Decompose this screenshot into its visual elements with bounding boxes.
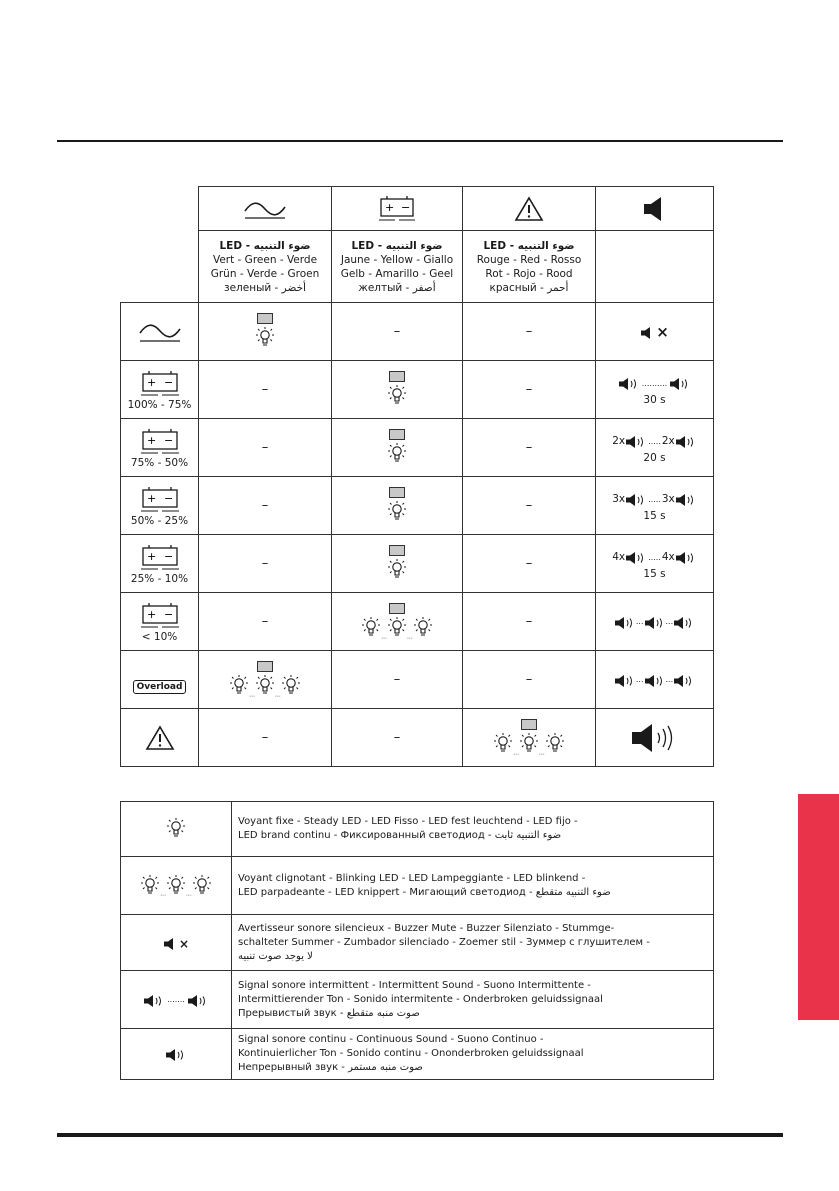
bottom-rule xyxy=(57,1133,783,1137)
buzzer-mute-icon: × xyxy=(121,915,232,971)
intermittent-sound-icon: .......... 30 s xyxy=(596,361,714,419)
none-dash: – xyxy=(463,419,596,477)
row-battery-75-50 xyxy=(121,419,714,477)
fast-intermittent-sound-icon: ... ... xyxy=(596,593,714,651)
blinking-led-icon: ... ... xyxy=(121,857,232,915)
speaker-wave-icon xyxy=(644,616,666,630)
legend-row-blinking: ... ... Voyant clignotant - Blinking LED - LED Lampeggiante - LED blinkend - LED parpadeante - LED knippert - Мигающий светодиод - ضوء التنبيه متقطع xyxy=(121,857,714,915)
speaker-icon xyxy=(640,326,654,340)
svg-text:−: − xyxy=(163,607,173,621)
bulb-icon xyxy=(387,442,407,466)
none-dash: – xyxy=(463,361,596,419)
svg-text:+: + xyxy=(385,200,395,214)
svg-text:+: + xyxy=(146,433,156,447)
bulb-icon xyxy=(281,674,301,698)
blinking-led-icon: ... ... xyxy=(463,709,596,767)
speaker-wave-icon xyxy=(614,674,636,688)
row-fault xyxy=(121,709,714,767)
none-dash: – xyxy=(332,303,463,361)
bulb-icon xyxy=(166,874,186,898)
bulb-icon xyxy=(387,384,407,408)
steady-led-icon xyxy=(332,419,463,477)
warning-icon xyxy=(121,709,199,767)
steady-led-icon xyxy=(332,361,463,419)
steady-led-icon xyxy=(199,303,332,361)
bulb-icon xyxy=(192,874,212,898)
battery-icon xyxy=(121,485,198,515)
svg-text:−: − xyxy=(163,491,173,505)
bulb-icon xyxy=(255,326,275,350)
steady-led-icon xyxy=(332,477,463,535)
intermittent-sound-icon: 4x ..... 4x 15 s xyxy=(596,535,714,593)
bulb-icon xyxy=(166,817,186,841)
bulb-icon xyxy=(387,558,407,582)
none-dash: – xyxy=(463,303,596,361)
intermittent-sound-icon: 3x ..... 3x 15 s xyxy=(596,477,714,535)
ac-wave-icon xyxy=(199,187,332,231)
blinking-led-icon: ... ... xyxy=(332,593,463,651)
legend-row-steady: Voyant fixe - Steady LED - LED Fisso - LED fest leuchtend - LED fijo - LED brand continu - Фиксированный светодиод - ضوء التنبيه ثابت xyxy=(121,802,714,857)
bulb-icon xyxy=(229,674,249,698)
speaker-wave-icon xyxy=(625,435,647,449)
blinking-led-icon: ... ... xyxy=(199,651,332,709)
battery-level-label: 50% - 25% xyxy=(130,514,189,527)
battery-level-label: < 10% xyxy=(141,630,178,643)
speaker-wave-icon xyxy=(673,674,695,688)
speaker-wave-icon xyxy=(673,616,695,630)
continuous-sound-icon xyxy=(596,709,714,767)
speaker-wave-icon xyxy=(675,435,697,449)
speaker-wave-icon xyxy=(187,994,209,1008)
battery-level-label: 100% - 75% xyxy=(127,398,192,411)
ac-wave-icon xyxy=(121,303,199,361)
bulb-icon xyxy=(140,874,160,898)
row-battery-25-10 xyxy=(121,535,714,593)
bulb-icon xyxy=(493,732,513,756)
svg-text:+: + xyxy=(146,491,156,505)
header-led-green: LED - ضوء التنبيه Vert - Green - Verde Grün - Verde - Groen зеленый - أخضر xyxy=(199,231,332,303)
svg-text:−: − xyxy=(401,200,411,214)
speaker-wave-icon xyxy=(644,674,666,688)
buzzer-mute-icon: × xyxy=(596,303,714,361)
none-dash: – xyxy=(463,651,596,709)
row-overload xyxy=(121,651,714,709)
none-dash: – xyxy=(199,477,332,535)
none-dash: – xyxy=(199,419,332,477)
battery-icon xyxy=(121,601,198,631)
speaker-icon xyxy=(596,187,714,231)
bulb-icon xyxy=(361,616,381,640)
battery-icon xyxy=(121,369,198,399)
header-led-red: LED - ضوء التنبيه Rouge - Red - Rosso Rot - Rojo - Rood красный - أحمر xyxy=(463,231,596,303)
battery-icon xyxy=(332,187,463,231)
steady-led-icon xyxy=(121,802,232,857)
row-battery-50-25 xyxy=(121,477,714,535)
speaker-icon xyxy=(163,937,177,951)
bulb-icon xyxy=(387,500,407,524)
svg-text:−: − xyxy=(163,433,173,447)
none-dash: – xyxy=(463,477,596,535)
battery-level-label: 75% - 50% xyxy=(130,456,189,469)
svg-text:−: − xyxy=(163,375,173,389)
speaker-wave-icon xyxy=(614,616,636,630)
legend-row-continuous: Signal sonore continu - Continuous Sound - Suono Continuo - Kontinuierlicher Ton - Sonido continu - Ononderbroken geluidssignaal Непрерывный звук - صوت منبه مستمر xyxy=(121,1029,714,1080)
fast-intermittent-sound-icon: ... ... xyxy=(596,651,714,709)
row-mains xyxy=(121,303,714,361)
svg-text:+: + xyxy=(146,375,156,389)
steady-led-icon xyxy=(332,535,463,593)
speaker-wave-icon xyxy=(165,1048,187,1062)
none-dash: – xyxy=(463,593,596,651)
legend-row-intermittent: ....... Signal sonore intermittent - Intermittent Sound - Suono Intermittente - Intermittierender Ton - Sonido intermitente - Onderbroken geluidssignaal Прерывистый звук - صوت منبه متقطع xyxy=(121,971,714,1029)
svg-text:+: + xyxy=(146,607,156,621)
speaker-wave-icon xyxy=(625,493,647,507)
none-dash: – xyxy=(199,709,332,767)
battery-icon xyxy=(121,543,198,573)
section-tab xyxy=(798,794,839,1020)
speaker-wave-icon xyxy=(618,377,640,391)
bulb-icon xyxy=(255,674,275,698)
continuous-sound-icon xyxy=(121,1029,232,1080)
speaker-wave-icon xyxy=(669,377,691,391)
none-dash: – xyxy=(332,709,463,767)
intermittent-sound-icon: 2x ..... 2x 20 s xyxy=(596,419,714,477)
row-battery-below-10 xyxy=(121,593,714,651)
battery-level-label: 25% - 10% xyxy=(130,572,189,585)
legend-table xyxy=(120,801,714,1080)
svg-text:+: + xyxy=(146,549,156,563)
none-dash: – xyxy=(463,535,596,593)
none-dash: – xyxy=(332,651,463,709)
bulb-icon xyxy=(387,616,407,640)
overload-icon: Overload xyxy=(121,651,199,709)
top-rule xyxy=(57,140,783,142)
speaker-wave-icon xyxy=(143,994,165,1008)
battery-icon xyxy=(121,427,198,457)
bulb-icon xyxy=(519,732,539,756)
none-dash: – xyxy=(199,593,332,651)
row-battery-100-75 xyxy=(121,361,714,419)
speaker-wave-icon xyxy=(675,551,697,565)
speaker-wave-icon xyxy=(630,723,680,753)
legend-row-mute: × Avertisseur sonore silencieux - Buzzer Mute - Buzzer Silenziato - Stummge- schalteter Summer - Zumbador silenciado - Zoemer stil - Зуммер с глушителем - لا يوجد صوت تنبيه xyxy=(121,915,714,971)
warning-icon xyxy=(463,187,596,231)
svg-text:−: − xyxy=(163,549,173,563)
bulb-icon xyxy=(545,732,565,756)
none-dash: – xyxy=(199,535,332,593)
speaker-wave-icon xyxy=(625,551,647,565)
none-dash: – xyxy=(199,361,332,419)
speaker-wave-icon xyxy=(675,493,697,507)
led-buzzer-table xyxy=(120,186,714,767)
intermittent-sound-icon: ....... xyxy=(121,971,232,1029)
header-buzzer xyxy=(596,231,714,303)
bulb-icon xyxy=(413,616,433,640)
header-led-yellow: LED - ضوء التنبيه Jaune - Yellow - Giallo Gelb - Amarillo - Geel желтый - أصفر xyxy=(332,231,463,303)
